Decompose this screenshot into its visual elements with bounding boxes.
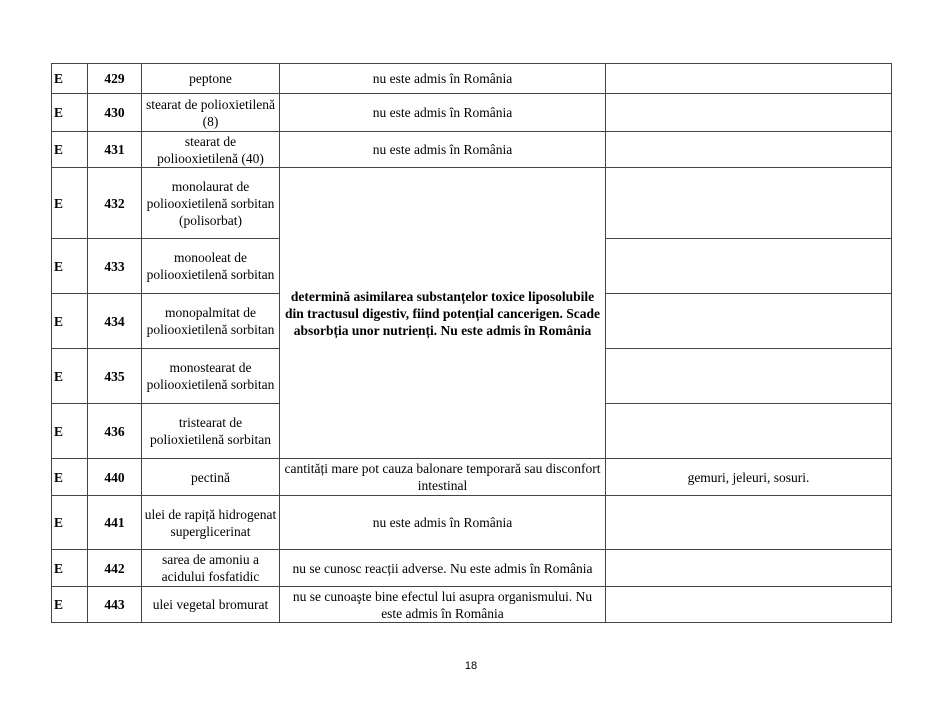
additive-name: sarea de amoniu a acidului fosfatidic — [142, 550, 280, 587]
additive-name: peptone — [142, 64, 280, 94]
additive-usage — [606, 64, 892, 94]
additive-effect: cantități mare pot cauza balonare temporară sau disconfort intestinal — [280, 459, 606, 496]
additive-usage — [606, 132, 892, 168]
table-row — [52, 550, 892, 587]
additive-name: monostearat de poliooxietilenă sorbitan — [142, 349, 280, 404]
merged-effect-cell: determină asimilarea substanțelor toxice liposolubile din tractusul digestiv, fiind potențial cancerigen. Scade absorbția unor nutrienți. Nu este admis în România — [280, 168, 606, 459]
row-prefix: E — [52, 349, 88, 404]
additive-code: 443 — [88, 587, 142, 623]
table-row — [52, 94, 892, 132]
additive-name: monopalmitat de poliooxietilenă sorbitan — [142, 294, 280, 349]
additive-name: tristearat de polioxietilenă sorbitan — [142, 404, 280, 459]
additive-usage — [606, 294, 892, 349]
additive-code: 433 — [88, 239, 142, 294]
additive-code: 440 — [88, 459, 142, 496]
additive-code: 434 — [88, 294, 142, 349]
table-row — [52, 168, 892, 239]
row-prefix: E — [52, 404, 88, 459]
table-row — [52, 64, 892, 94]
additive-name: monooleat de poliooxietilenă sorbitan — [142, 239, 280, 294]
additive-code: 430 — [88, 94, 142, 132]
additive-code: 442 — [88, 550, 142, 587]
table-row — [52, 132, 892, 168]
additive-usage — [606, 587, 892, 623]
additive-effect: nu se cunoaşte bine efectul lui asupra organismului. Nu este admis în România — [280, 587, 606, 623]
additive-effect: nu este admis în România — [280, 132, 606, 168]
row-prefix: E — [52, 550, 88, 587]
additive-name: ulei vegetal bromurat — [142, 587, 280, 623]
additive-code: 441 — [88, 496, 142, 550]
row-prefix: E — [52, 587, 88, 623]
additive-effect: nu este admis în România — [280, 496, 606, 550]
additive-effect: nu este admis în România — [280, 94, 606, 132]
additive-usage — [606, 94, 892, 132]
additive-code: 431 — [88, 132, 142, 168]
additive-usage — [606, 349, 892, 404]
row-prefix: E — [52, 459, 88, 496]
additive-code: 436 — [88, 404, 142, 459]
row-prefix: E — [52, 94, 88, 132]
additives-table — [51, 63, 892, 623]
row-prefix: E — [52, 132, 88, 168]
additive-usage — [606, 404, 892, 459]
additive-usage — [606, 239, 892, 294]
row-prefix: E — [52, 239, 88, 294]
table-row — [52, 459, 892, 496]
additive-name: ulei de rapiță hidrogenat superglicerinat — [142, 496, 280, 550]
additive-usage — [606, 168, 892, 239]
row-prefix: E — [52, 168, 88, 239]
additive-usage — [606, 550, 892, 587]
table-row — [52, 496, 892, 550]
additive-name: stearat de poliooxietilenă (40) — [142, 132, 280, 168]
additive-name: stearat de polioxietilenă (8) — [142, 94, 280, 132]
additive-effect: nu se cunosc reacții adverse. Nu este admis în România — [280, 550, 606, 587]
row-prefix: E — [52, 496, 88, 550]
additive-code: 429 — [88, 64, 142, 94]
row-prefix: E — [52, 64, 88, 94]
additive-usage — [606, 496, 892, 550]
additive-name: monolaurat de poliooxietilenă sorbitan (polisorbat) — [142, 168, 280, 239]
page-number: 18 — [464, 660, 478, 672]
table-row — [52, 587, 892, 623]
additive-code: 435 — [88, 349, 142, 404]
additive-effect: nu este admis în România — [280, 64, 606, 94]
additive-name: pectină — [142, 459, 280, 496]
row-prefix: E — [52, 294, 88, 349]
additive-usage: gemuri, jeleuri, sosuri. — [606, 459, 892, 496]
additive-code: 432 — [88, 168, 142, 239]
